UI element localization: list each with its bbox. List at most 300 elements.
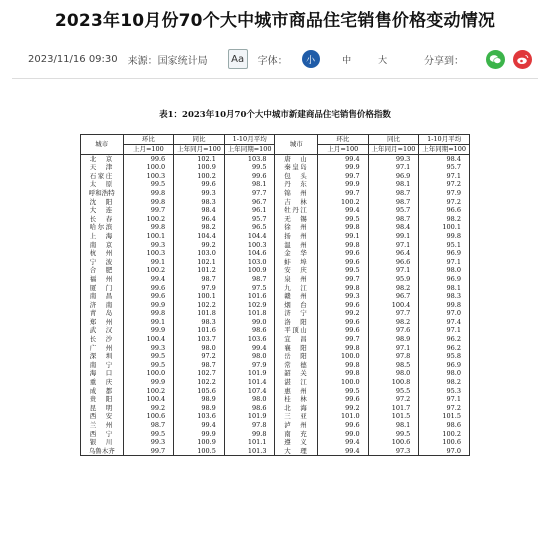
city-name: 北 京	[81, 154, 124, 163]
mom-value: 99.8	[318, 344, 369, 353]
mom-value: 99.2	[123, 404, 174, 413]
city-name: 惠 州	[275, 387, 318, 396]
yoy-value: 100.1	[174, 292, 225, 301]
mom-value: 100.0	[318, 378, 369, 387]
table-row	[81, 215, 470, 224]
table-row	[81, 284, 470, 293]
city-name: 杭 州	[81, 249, 124, 258]
city-name: 洛 阳	[275, 318, 318, 327]
mom-value: 99.4	[318, 206, 369, 215]
mom-value: 99.6	[318, 301, 369, 310]
table-row	[81, 421, 470, 430]
header-yoy-base: 上年同月=100	[174, 145, 225, 155]
yoy-value: 101.6	[174, 326, 225, 335]
city-name: 太 原	[81, 180, 124, 189]
ytd-value: 96.5	[224, 223, 275, 232]
mom-value: 99.9	[123, 378, 174, 387]
ytd-value: 100.2	[419, 430, 470, 439]
wechat-icon[interactable]	[486, 50, 505, 69]
ytd-value: 96.1	[224, 206, 275, 215]
city-name: 蚌 埠	[275, 258, 318, 267]
ytd-value: 96.9	[419, 275, 470, 284]
mom-value: 100.4	[123, 335, 174, 344]
yoy-value: 97.1	[368, 266, 419, 275]
mom-value: 99.4	[318, 154, 369, 163]
yoy-value: 102.1	[174, 258, 225, 267]
city-name: 呼和浩特	[81, 189, 124, 198]
header-ytd-base: 上年同期=100	[419, 145, 470, 155]
city-name: 锦 州	[275, 189, 318, 198]
yoy-value: 98.4	[368, 223, 419, 232]
ytd-value: 101.4	[224, 378, 275, 387]
mom-value: 99.9	[123, 301, 174, 310]
ytd-value: 96.2	[419, 344, 470, 353]
header-mom: 环比	[318, 135, 369, 145]
yoy-value: 98.9	[174, 395, 225, 404]
ytd-value: 98.0	[419, 266, 470, 275]
table-row	[81, 412, 470, 421]
city-name: 常 德	[275, 361, 318, 370]
city-name: 无 锡	[275, 215, 318, 224]
city-name: 岳 阳	[275, 352, 318, 361]
table-row	[81, 438, 470, 447]
mom-value: 99.8	[123, 309, 174, 318]
city-name: 秦皇岛	[275, 163, 318, 172]
header-ytd-base: 上年同期=100	[224, 145, 275, 155]
yoy-value: 95.9	[368, 275, 419, 284]
mom-value: 99.5	[318, 266, 369, 275]
header-yoy: 同比	[174, 135, 225, 145]
mom-value: 100.3	[123, 249, 174, 258]
mom-value: 99.6	[123, 292, 174, 301]
ytd-value: 103.8	[224, 154, 275, 163]
mom-value: 99.6	[318, 318, 369, 327]
yoy-value: 99.2	[174, 241, 225, 250]
yoy-value: 95.5	[368, 387, 419, 396]
yoy-value: 99.9	[174, 430, 225, 439]
yoy-value: 100.8	[368, 378, 419, 387]
mom-value: 99.3	[123, 241, 174, 250]
mom-value: 101.0	[318, 412, 369, 421]
city-name: 福 州	[81, 275, 124, 284]
header-ytd: 1-10月平均	[419, 135, 470, 145]
yoy-value: 97.1	[368, 344, 419, 353]
mom-value: 99.4	[123, 275, 174, 284]
table-row	[81, 241, 470, 250]
city-name: 济 南	[81, 301, 124, 310]
city-name: 厦 门	[81, 284, 124, 293]
yoy-value: 99.5	[368, 430, 419, 439]
ytd-value: 96.6	[419, 206, 470, 215]
city-name: 遵 义	[275, 438, 318, 447]
yoy-value: 99.1	[368, 232, 419, 241]
yoy-value: 98.7	[174, 275, 225, 284]
ytd-value: 97.0	[419, 309, 470, 318]
mom-value: 99.7	[123, 447, 174, 456]
yoy-value: 102.7	[174, 369, 225, 378]
mom-value: 99.8	[318, 241, 369, 250]
table-row	[81, 249, 470, 258]
city-name: 沈 阳	[81, 198, 124, 207]
ytd-value: 101.3	[224, 447, 275, 456]
ytd-value: 101.8	[224, 309, 275, 318]
header-ytd: 1-10月平均	[224, 135, 275, 145]
ytd-value: 97.1	[419, 258, 470, 267]
mom-value: 98.7	[123, 421, 174, 430]
city-name: 丹 东	[275, 180, 318, 189]
yoy-value: 100.9	[174, 438, 225, 447]
mom-value: 100.1	[123, 232, 174, 241]
yoy-value: 99.3	[174, 189, 225, 198]
city-name: 韶 关	[275, 369, 318, 378]
ytd-value: 99.0	[224, 318, 275, 327]
city-name: 兰 州	[81, 421, 124, 430]
yoy-value: 103.7	[174, 335, 225, 344]
share-label: 分享到：	[424, 55, 464, 67]
city-name: 南 宁	[81, 361, 124, 370]
ytd-value: 98.0	[224, 352, 275, 361]
city-name: 烟 台	[275, 301, 318, 310]
city-name: 吉 林	[275, 198, 318, 207]
city-name: 金 华	[275, 249, 318, 258]
ytd-value: 98.6	[419, 421, 470, 430]
yoy-value: 97.2	[368, 395, 419, 404]
mom-value: 99.6	[318, 421, 369, 430]
ytd-value: 95.1	[419, 241, 470, 250]
mom-value: 99.7	[318, 172, 369, 181]
mom-value: 99.8	[318, 369, 369, 378]
ytd-value: 103.0	[224, 258, 275, 267]
mom-value: 100.3	[123, 172, 174, 181]
city-name: 贵 阳	[81, 395, 124, 404]
mom-value: 100.2	[123, 215, 174, 224]
city-name: 重 庆	[81, 378, 124, 387]
table-row	[81, 369, 470, 378]
mom-value: 99.3	[318, 292, 369, 301]
mom-value: 100.2	[123, 266, 174, 275]
mom-value: 99.4	[318, 447, 369, 456]
header-yoy-base: 上年同月=100	[368, 145, 419, 155]
table-body	[81, 154, 470, 456]
mom-value: 99.7	[318, 275, 369, 284]
mom-value: 99.8	[318, 223, 369, 232]
yoy-value: 100.9	[174, 163, 225, 172]
mom-value: 100.4	[123, 395, 174, 404]
mom-value: 99.4	[318, 438, 369, 447]
ytd-value: 98.0	[419, 369, 470, 378]
yoy-value: 98.7	[368, 215, 419, 224]
mom-value: 99.2	[318, 404, 369, 413]
header-mom-base: 上月=100	[318, 145, 369, 155]
mom-value: 99.5	[318, 387, 369, 396]
yoy-value: 102.2	[174, 378, 225, 387]
mom-value: 99.8	[123, 198, 174, 207]
city-name: 赣 州	[275, 292, 318, 301]
ytd-value: 97.2	[419, 198, 470, 207]
city-name: 包 头	[275, 172, 318, 181]
city-name: 上 海	[81, 232, 124, 241]
table-row	[81, 309, 470, 318]
table-row	[81, 189, 470, 198]
ytd-value: 102.9	[224, 301, 275, 310]
table-row	[81, 198, 470, 207]
yoy-value: 104.4	[174, 232, 225, 241]
yoy-value: 98.9	[174, 404, 225, 413]
ytd-value: 107.4	[224, 387, 275, 396]
mom-value: 100.0	[123, 369, 174, 378]
yoy-value: 101.5	[368, 412, 419, 421]
yoy-value: 98.0	[368, 369, 419, 378]
ytd-value: 103.6	[224, 335, 275, 344]
mom-value: 100.2	[318, 198, 369, 207]
mom-value: 99.3	[123, 344, 174, 353]
header-mom: 环比	[123, 135, 174, 145]
yoy-value: 98.2	[368, 318, 419, 327]
city-name: 扬 州	[275, 232, 318, 241]
yoy-value: 100.6	[368, 438, 419, 447]
city-name: 济 宁	[275, 309, 318, 318]
font-size-small-button[interactable]: 小	[302, 50, 320, 68]
yoy-value: 100.4	[368, 301, 419, 310]
font-label: 字体：	[257, 55, 288, 67]
mom-value: 99.5	[123, 430, 174, 439]
ytd-value: 97.4	[419, 318, 470, 327]
ytd-value: 97.8	[224, 421, 275, 430]
table-row	[81, 223, 470, 232]
mom-value: 99.8	[123, 223, 174, 232]
mom-value: 99.6	[123, 284, 174, 293]
ytd-value: 101.9	[224, 369, 275, 378]
city-name: 深 圳	[81, 352, 124, 361]
city-name: 泸 州	[275, 421, 318, 430]
yoy-value: 101.8	[174, 309, 225, 318]
mom-value: 99.8	[123, 189, 174, 198]
table-row	[81, 447, 470, 456]
ytd-value: 95.7	[419, 163, 470, 172]
ytd-value: 98.3	[419, 292, 470, 301]
yoy-value: 97.3	[368, 447, 419, 456]
table-row	[81, 387, 470, 396]
city-name: 长 春	[81, 215, 124, 224]
city-name: 青 岛	[81, 309, 124, 318]
mom-value: 99.1	[123, 318, 174, 327]
yoy-value: 98.3	[174, 318, 225, 327]
table-row	[81, 266, 470, 275]
yoy-value: 95.7	[368, 206, 419, 215]
city-name: 南 昌	[81, 292, 124, 301]
table-row	[81, 258, 470, 267]
mom-value: 99.6	[123, 154, 174, 163]
font-size-icon: Aa	[228, 49, 248, 69]
yoy-value: 97.1	[368, 163, 419, 172]
yoy-value: 98.3	[174, 198, 225, 207]
city-name: 温 州	[275, 241, 318, 250]
city-name: 长 沙	[81, 335, 124, 344]
city-name: 南 充	[275, 430, 318, 439]
weibo-icon[interactable]	[513, 50, 532, 69]
yoy-value: 99.4	[174, 421, 225, 430]
table-title: 表1：2023年10月70个大中城市新建商品住宅销售价格指数	[159, 110, 391, 120]
ytd-value: 96.9	[419, 249, 470, 258]
city-name: 成 都	[81, 387, 124, 396]
yoy-value: 98.1	[368, 180, 419, 189]
city-name: 银 川	[81, 438, 124, 447]
ytd-value: 97.2	[419, 180, 470, 189]
table-row	[81, 378, 470, 387]
yoy-value: 96.4	[368, 249, 419, 258]
yoy-value: 100.2	[174, 172, 225, 181]
ytd-value: 97.1	[419, 172, 470, 181]
ytd-value: 101.9	[224, 412, 275, 421]
font-size-medium-button[interactable]: 中	[342, 55, 352, 66]
yoy-value: 98.2	[368, 284, 419, 293]
ytd-value: 97.1	[419, 395, 470, 404]
table-row	[81, 232, 470, 241]
ytd-value: 99.8	[419, 232, 470, 241]
yoy-value: 98.1	[368, 421, 419, 430]
ytd-value: 99.4	[224, 344, 275, 353]
ytd-value: 104.4	[224, 232, 275, 241]
city-name: 牡丹江	[275, 206, 318, 215]
city-name: 襄 阳	[275, 344, 318, 353]
ytd-value: 96.7	[224, 198, 275, 207]
mom-value: 99.7	[318, 335, 369, 344]
ytd-value: 98.1	[419, 284, 470, 293]
ytd-value: 96.2	[419, 335, 470, 344]
city-name: 广 州	[81, 344, 124, 353]
mom-value: 99.0	[318, 430, 369, 439]
ytd-value: 100.9	[224, 266, 275, 275]
mom-value: 99.6	[318, 326, 369, 335]
city-name: 天 津	[81, 163, 124, 172]
table-row	[81, 172, 470, 181]
header-mom-base: 上月=100	[123, 145, 174, 155]
ytd-value: 99.6	[224, 172, 275, 181]
publish-date: 2023/11/16 09:30	[28, 53, 118, 65]
ytd-value: 95.3	[419, 387, 470, 396]
city-name: 合 肥	[81, 266, 124, 275]
yoy-value: 97.1	[368, 241, 419, 250]
ytd-value: 100.3	[224, 241, 275, 250]
city-name: 泉 州	[275, 275, 318, 284]
price-index-table	[80, 134, 470, 456]
city-name: 三 亚	[275, 412, 318, 421]
article-source: 来源：国家统计局	[127, 55, 208, 67]
mom-value: 99.8	[318, 284, 369, 293]
yoy-value: 97.6	[368, 326, 419, 335]
mom-value: 100.0	[318, 352, 369, 361]
yoy-value: 100.5	[174, 447, 225, 456]
ytd-value: 96.9	[419, 361, 470, 370]
mom-value: 99.9	[123, 326, 174, 335]
ytd-value: 97.7	[224, 189, 275, 198]
city-name: 宜 昌	[275, 335, 318, 344]
table-row	[81, 404, 470, 413]
ytd-value: 98.2	[419, 378, 470, 387]
ytd-value: 98.1	[224, 180, 275, 189]
mom-value: 99.1	[318, 232, 369, 241]
mom-value: 99.5	[123, 180, 174, 189]
yoy-value: 96.7	[368, 292, 419, 301]
table-row	[81, 206, 470, 215]
mom-value: 99.2	[318, 309, 369, 318]
ytd-value: 101.6	[224, 292, 275, 301]
mom-value: 99.3	[123, 438, 174, 447]
ytd-value: 98.6	[224, 404, 275, 413]
city-name: 哈尔滨	[81, 223, 124, 232]
ytd-value: 99.8	[419, 301, 470, 310]
ytd-value: 98.0	[224, 395, 275, 404]
yoy-value: 96.6	[368, 258, 419, 267]
city-name: 宁 波	[81, 258, 124, 267]
yoy-value: 97.2	[174, 352, 225, 361]
city-name: 南 京	[81, 241, 124, 250]
table-row	[81, 361, 470, 370]
table-row	[81, 326, 470, 335]
ytd-value: 98.6	[224, 326, 275, 335]
city-name: 大 理	[275, 447, 318, 456]
ytd-value: 97.9	[224, 361, 275, 370]
yoy-value: 103.6	[174, 412, 225, 421]
table-row	[81, 335, 470, 344]
ytd-value: 99.5	[224, 163, 275, 172]
ytd-value: 100.1	[419, 223, 470, 232]
ytd-value: 101.5	[419, 412, 470, 421]
table-row	[81, 352, 470, 361]
city-name: 西 安	[81, 412, 124, 421]
ytd-value: 95.8	[419, 352, 470, 361]
yoy-value: 96.9	[368, 172, 419, 181]
mom-value: 99.9	[318, 163, 369, 172]
yoy-value: 98.0	[174, 344, 225, 353]
divider	[12, 78, 538, 79]
ytd-value: 100.6	[419, 438, 470, 447]
ytd-value: 104.6	[224, 249, 275, 258]
ytd-value: 95.7	[224, 215, 275, 224]
mom-value: 99.5	[318, 215, 369, 224]
city-name: 乌鲁木齐	[81, 447, 124, 456]
header-city: 城市	[81, 135, 124, 155]
mom-value: 99.7	[318, 189, 369, 198]
mom-value: 99.6	[318, 395, 369, 404]
table-row	[81, 163, 470, 172]
yoy-value: 98.7	[174, 361, 225, 370]
table-row	[81, 180, 470, 189]
header-yoy: 同比	[368, 135, 419, 145]
yoy-value: 98.7	[368, 198, 419, 207]
city-name: 桂 林	[275, 395, 318, 404]
yoy-value: 97.7	[368, 309, 419, 318]
city-name: 北 海	[275, 404, 318, 413]
city-name: 石家庄	[81, 172, 124, 181]
font-size-large-button[interactable]: 大	[378, 55, 388, 66]
yoy-value: 99.6	[174, 180, 225, 189]
table-row	[81, 154, 470, 163]
mom-value: 99.8	[318, 361, 369, 370]
table-row	[81, 318, 470, 327]
yoy-value: 103.0	[174, 249, 225, 258]
yoy-value: 98.9	[368, 335, 419, 344]
mom-value: 99.5	[123, 361, 174, 370]
city-name: 湛 江	[275, 378, 318, 387]
ytd-value: 98.7	[224, 275, 275, 284]
ytd-value: 98.4	[419, 154, 470, 163]
yoy-value: 98.2	[174, 223, 225, 232]
city-name: 武 汉	[81, 326, 124, 335]
mom-value: 99.9	[318, 180, 369, 189]
ytd-value: 98.2	[419, 215, 470, 224]
mom-value: 100.0	[123, 163, 174, 172]
